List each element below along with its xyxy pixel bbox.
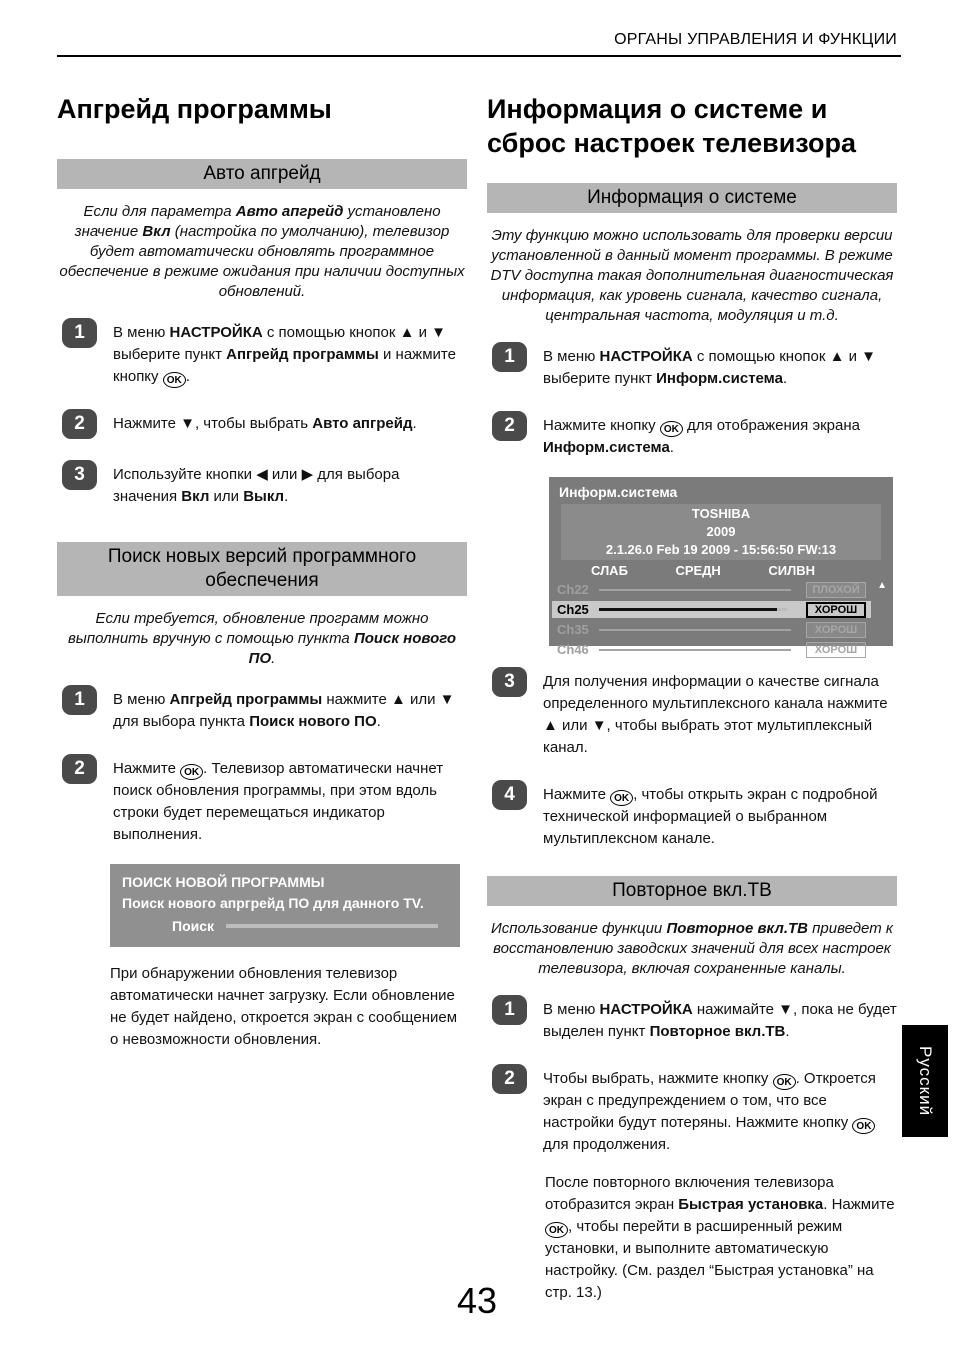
reset-tv-outro: После повторного включения телевизора отобразится экран Быстрая установка. Нажмите OK , чтобы перейти в расширенный режим установки, и выполните автоматическую настройку. (См. раздел “Быстрая установка” на стр. 13.): [545, 1174, 895, 1301]
step: [57, 409, 467, 439]
channel-row-selected[interactable]: [552, 601, 871, 618]
channel-label: Ch22: [557, 582, 589, 597]
reset-tv-intro: Использование функции Повторное вкл.ТВ приведет к восстановлению заводских значений для всех настроек телевизора, включая сохраненные каналы.: [491, 920, 893, 977]
channel-list: [549, 580, 893, 658]
language-tab-label: Русский: [916, 1045, 935, 1117]
ok-button: OK: [163, 372, 186, 388]
ok-button: OK: [610, 790, 633, 806]
step: [487, 667, 897, 759]
step-number-badge: 1: [492, 342, 527, 372]
step-number-badge: 2: [492, 1064, 527, 1094]
channel-label: Ch25: [557, 602, 589, 617]
dialog-title: ПОИСК НОВОЙ ПРОГРАММЫ: [122, 874, 325, 890]
step-number-badge: 3: [492, 667, 527, 697]
channel-row: [552, 621, 871, 638]
page-number: 43: [456, 1280, 498, 1321]
signal-strength-bar: [599, 629, 797, 631]
step-number-badge: 2: [62, 409, 97, 439]
ok-button: OK: [660, 421, 683, 437]
tv-screen-title: Информ.система: [559, 484, 678, 500]
signal-strength-bar: [599, 649, 797, 651]
section-bar-auto-upgrade: Авто апгрейд: [57, 159, 467, 189]
system-info-screen: [549, 477, 893, 657]
section-bar-search-new-software: Поиск новых версий программного обеспечения: [57, 542, 467, 596]
step: [487, 995, 897, 1043]
step-text: Нажмите ▼, чтобы выбрать Авто апгрейд.: [113, 415, 417, 432]
scroll-down-icon[interactable]: ▼: [877, 645, 887, 656]
step: [57, 754, 467, 846]
signal-level-headers: [549, 560, 893, 580]
system-info-intro: Эту функцию можно использовать для проверки версии установленной в данный момент программы. В режиме DTV доступна такая дополнительная диагностическая информация, как уровень сигнала, качество сигнала, центральная частота, модуляция и т.д.: [490, 227, 894, 324]
left-column: [57, 88, 467, 1051]
ok-button: OK: [180, 764, 203, 780]
signal-level-weak: СЛАБ: [591, 563, 628, 578]
auto-upgrade-intro: Если для параметра Авто апгрейд установлено значение Вкл (настройка по умолчанию), телевизор будет автоматически обновлять программное обеспечение в режиме ожидания при наличии доступных обновлений.: [59, 203, 465, 300]
channel-label: Ch35: [557, 622, 589, 637]
signal-level-strong: СИЛВН: [768, 563, 815, 578]
step-text: В меню Апгрейд программы нажмите ▲ или ▼ для выбора пункта Поиск нового ПО.: [113, 691, 455, 730]
step-text: В меню НАСТРОЙКА с помощью кнопок ▲ и ▼ выберите пункт Информ.система.: [543, 348, 877, 387]
step-text: Чтобы выбрать, нажмите кнопку OK . Откроется экран с предупреждением о том, что все настройки будут потеряны. Нажмите кнопку OK для продолжения.: [543, 1070, 876, 1153]
step-number-badge: 2: [62, 754, 97, 784]
step-number-badge: 4: [492, 780, 527, 810]
channel-row: [552, 641, 871, 658]
quality-badge: ХОРОШ: [806, 642, 866, 658]
step-text: Для получения информации о качестве сигнала определенного мультиплексного канала нажмите ▲ или ▼, чтобы выбрать этот мультиплексный канал.: [543, 673, 888, 756]
channel-row: [552, 581, 871, 598]
tv-brand: TOSHIBA: [691, 506, 751, 521]
step: [487, 1064, 897, 1156]
dialog-subtitle: Поиск нового апргрейд ПО для данного TV.: [122, 895, 424, 911]
dialog-progress-row: [122, 918, 448, 934]
search-new-intro: Если требуется, обновление программ можно выполнить вручную с помощью пункта Поиск нового ПО.: [67, 610, 457, 667]
signal-strength-bar: [599, 589, 797, 591]
signal-level-medium: СРЕДН: [675, 563, 721, 578]
header-rule: [57, 55, 901, 57]
step: [57, 460, 467, 508]
step-text: В меню НАСТРОЙКА с помощью кнопок ▲ и ▼ выберите пункт Апгрейд программы и нажмите кнопку OK .: [113, 324, 456, 386]
step-number-badge: 1: [62, 318, 97, 348]
right-heading: Информация о системе и сброс настроек телевизора: [487, 94, 857, 158]
step-number-badge: 1: [492, 995, 527, 1025]
signal-strength-bar: [599, 608, 797, 611]
step: [487, 342, 897, 390]
language-tab: [902, 1025, 948, 1137]
page-header-title: ОРГАНЫ УПРАВЛЕНИЯ И ФУНКЦИИ: [614, 31, 897, 48]
step-number-badge: 2: [492, 411, 527, 441]
step-text: В меню НАСТРОЙКА нажимайте ▼, пока не будет выделен пункт Повторное вкл.ТВ.: [543, 1001, 897, 1040]
quality-badge: ПЛОХОЙ: [806, 582, 866, 598]
section-bar-system-info: Информация о системе: [487, 183, 897, 213]
step: [487, 411, 897, 459]
step-number-badge: 1: [62, 685, 97, 715]
step-text: Нажмите OK , чтобы открыть экран с подробной технической информацией о выбранном мультиплексном канале.: [543, 786, 878, 847]
step: [57, 685, 467, 733]
tv-version-box: [561, 504, 881, 560]
search-new-outro: При обнаружении обновления телевизор автоматически начнет загрузку. Если обновление не будет найдено, откроется экран с сообщением о невозможности обновления.: [110, 965, 458, 1048]
scroll-up-icon[interactable]: ▲: [877, 580, 887, 591]
search-progress-bar: [226, 924, 438, 928]
search-program-dialog: [110, 864, 460, 947]
section-bar-reset-tv: Повторное вкл.ТВ: [487, 876, 897, 906]
ok-button: OK: [545, 1222, 568, 1238]
tv-year: 2009: [706, 524, 736, 539]
step-text: Используйте кнопки ◀ или ▶ для выбора значения Вкл или Выкл.: [113, 466, 400, 505]
step-text: Нажмите OK . Телевизор автоматически начнет поиск обновления программы, при этом вдоль строки будет перемещаться индикатор выполнения.: [113, 760, 444, 843]
ok-button: OK: [773, 1074, 796, 1090]
tv-version-string: 2.1.26.0 Feb 19 2009 - 15:56:50 FW:13: [605, 542, 837, 557]
step-number-badge: 3: [62, 460, 97, 490]
quality-badge: ХОРОШ: [806, 622, 866, 638]
quality-badge: ХОРОШ: [806, 602, 866, 618]
step: [57, 318, 467, 388]
step-text: Нажмите кнопку OK для отображения экрана Информ.система.: [543, 417, 860, 456]
right-column: [487, 88, 897, 1304]
left-heading: Апгрейд программы: [57, 94, 332, 124]
channel-label: Ch46: [557, 642, 589, 657]
ok-button: OK: [852, 1118, 875, 1134]
dialog-progress-label: Поиск: [172, 918, 215, 934]
step: [487, 780, 897, 850]
